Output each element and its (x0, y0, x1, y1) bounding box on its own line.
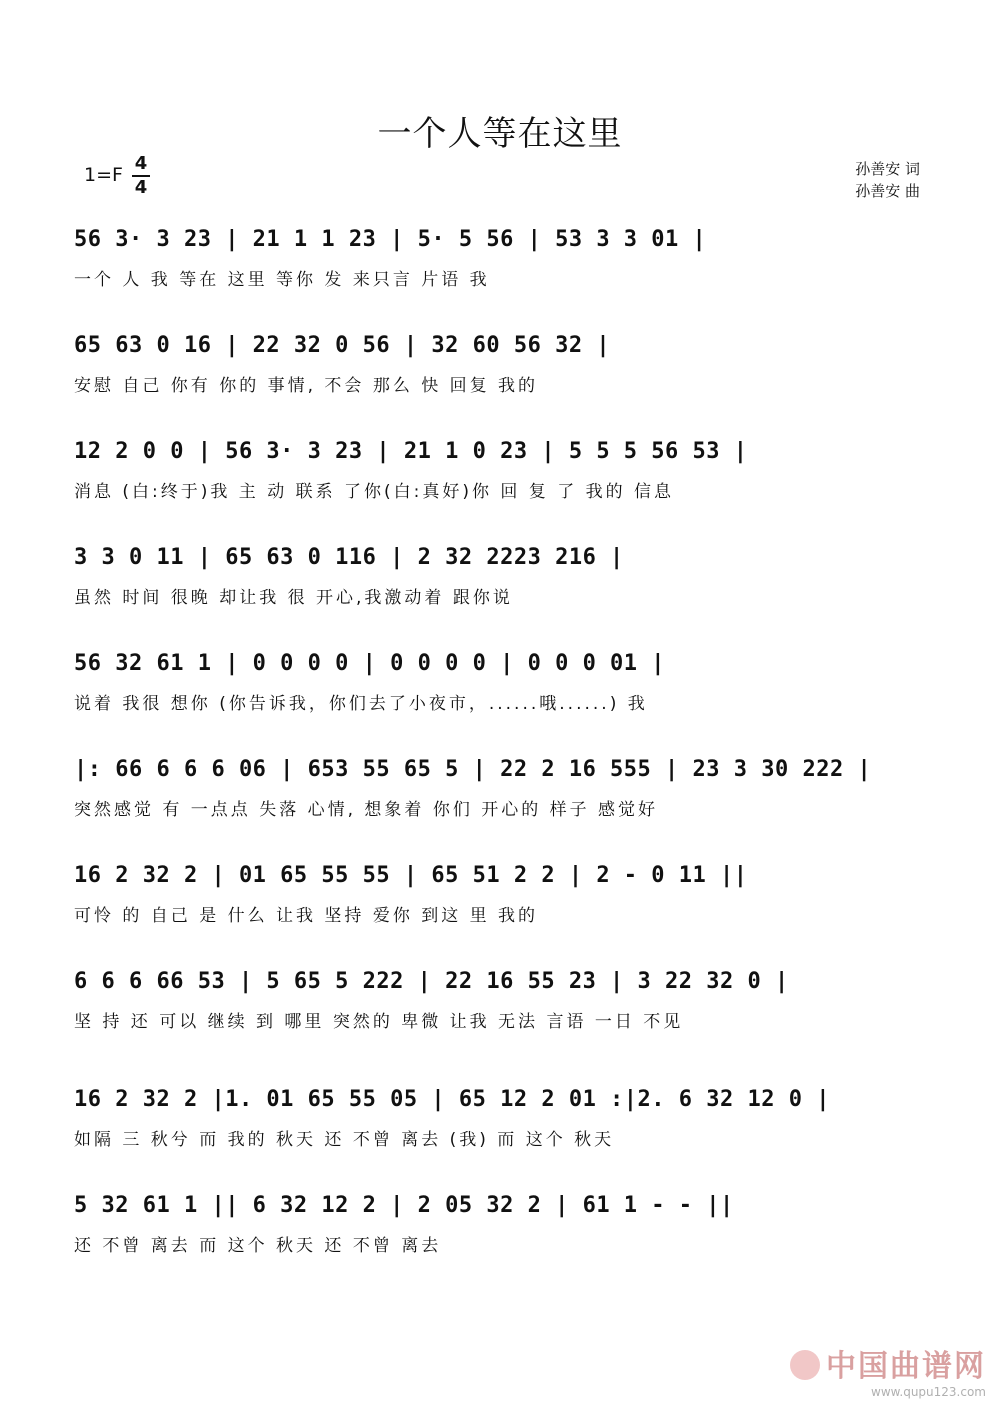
lyrics-line: 如隔 三 秋兮 而 我的 秋天 还 不曾 离去 (我) 而 这个 秋天 (74, 1130, 615, 1150)
score-row (74, 962, 930, 1042)
watermark-site-name: 中国曲谱网 (826, 1349, 986, 1384)
score-row (74, 1186, 930, 1266)
notation-line: 5 32 61 1 || 6 32 12 2 | 2 05 32 2 | 61 1 - - || (74, 1193, 734, 1218)
lyrics-line: 一个 人 我 等在 这里 等你 发 来只言 片语 我 (74, 270, 490, 290)
lyrics-line: 还 不曾 离去 而 这个 秋天 还 不曾 离去 (74, 1236, 442, 1256)
notation-line: 16 2 32 2 |1. 01 65 55 05 | 65 12 2 01 :|2. 6 32 12 0 | (74, 1087, 830, 1112)
notation-line: 56 3· 3 23 | 21 1 1 23 | 5· 5 56 | 53 3 3 01 | (74, 227, 707, 252)
score-row (74, 538, 930, 618)
site-watermark (790, 1341, 986, 1399)
lyrics-line: 安慰 自己 你有 你的 事情, 不会 那么 快 回复 我的 (74, 376, 539, 396)
score-row (74, 326, 930, 406)
meter-top: 4 (134, 153, 148, 174)
notation-line: 56 32 61 1 | 0 0 0 0 | 0 0 0 0 | 0 0 0 01 | (74, 651, 666, 676)
site-logo-icon (790, 1350, 820, 1380)
score-row (74, 432, 930, 512)
notation-line: 6 6 6 66 53 | 5 65 5 222 | 22 16 55 23 | 3 22 32 0 | (74, 969, 789, 994)
watermark-url: www.qupu123.com (871, 1385, 986, 1399)
lyrics-line: 虽然 时间 很晚 却让我 很 开心,我激动着 跟你说 (74, 588, 513, 608)
notation-line: 12 2 0 0 | 56 3· 3 23 | 21 1 0 23 | 5 5 5 56 53 | (74, 439, 748, 464)
score-row (74, 220, 930, 300)
score-row (74, 1080, 930, 1160)
notation-line: 16 2 32 2 | 01 65 55 55 | 65 51 2 2 | 2 - 0 11 || (74, 863, 748, 888)
lyrics-line: 说着 我很 想你 (你告诉我，你们去了小夜市，......哦......) 我 (74, 694, 648, 714)
lyrics-line: 坚 持 还 可以 继续 到 哪里 突然的 卑微 让我 无法 言语 一日 不见 (74, 1012, 684, 1032)
score-row (74, 644, 930, 724)
lyrics-line: 可怜 的 自己 是 什么 让我 坚持 爱你 到这 里 我的 (74, 906, 539, 926)
score-row (74, 750, 930, 830)
lyricist-credit: 孙善安 词 (855, 160, 920, 178)
lyrics-line: 突然感觉 有 一点点 失落 心情, 想象着 你们 开心的 样子 感觉好 (74, 800, 659, 820)
notation-line: |: 66 6 6 6 06 | 653 55 65 5 | 22 2 16 555 | 23 3 30 222 | (74, 757, 872, 782)
time-signature (132, 154, 150, 198)
key-signature: 1=F (84, 164, 123, 186)
notation-line: 3 3 0 11 | 65 63 0 116 | 2 32 2223 216 | (74, 545, 624, 570)
score-row (74, 856, 930, 936)
notation-line: 65 63 0 16 | 22 32 0 56 | 32 60 56 32 | (74, 333, 611, 358)
composer-credit: 孙善安 曲 (855, 182, 920, 200)
lyrics-line: 消息 (白:终于)我 主 动 联系 了你(白:真好)你 回 复 了 我的 信息 (74, 482, 675, 502)
meter-bottom: 4 (134, 177, 148, 198)
sheet-title: 一个人等在这里 (377, 114, 623, 154)
